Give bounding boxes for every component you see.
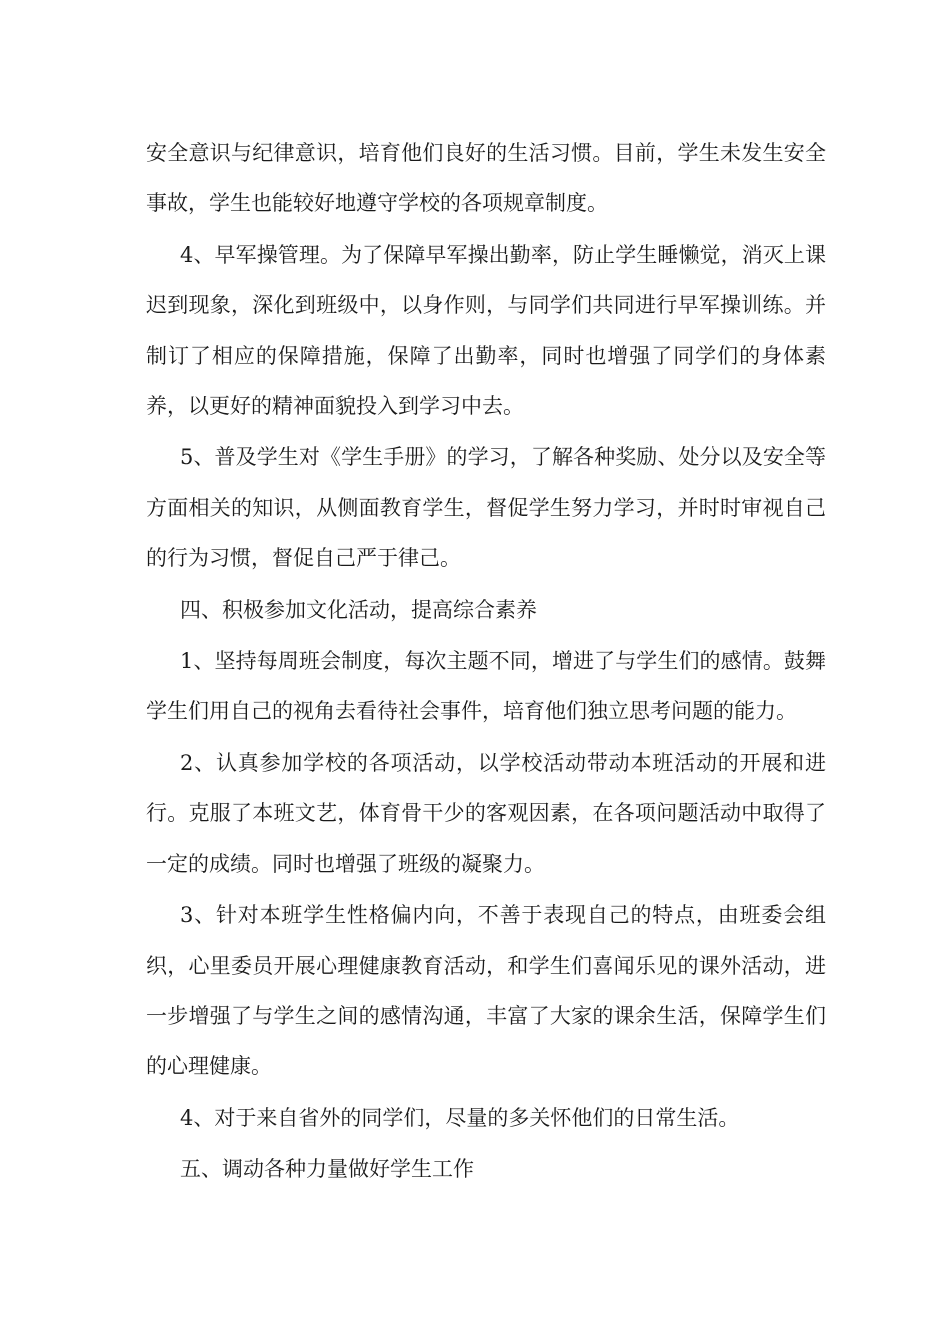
section-heading-4: 四、积极参加文化活动，提高综合素养 [180, 597, 537, 622]
paragraph-item-2-school-activities: 2、认真参加学校的各项活动，以学校活动带动本班活动的开展和进行。克服了本班文艺，体育骨干少的客观因素，在各项问题活动中取得了一定的成绩。同时也增强了班级的凝聚力。 [146, 750, 826, 876]
paragraph-item-5-student-handbook: 5、普及学生对《学生手册》的学习，了解各种奖励、处分以及安全等方面相关的知识，从侧面教育学生，督促学生努力学习，并时时审视自己的行为习惯，督促自己严于律己。 [146, 445, 826, 571]
paragraph-item-4-out-of-province: 4、对于来自省外的同学们，尽量的多关怀他们的日常生活。 [180, 1105, 740, 1130]
paragraph-item-4-morning-drill: 4、早军操管理。为了保障早军操出勤率，防止学生睡懒觉，消灭上课迟到现象，深化到班级中，以身作则，与同学们共同进行早军操训练。并制订了相应的保障措施，保障了出勤率，同时也增强了同学们的身体素养，以更好的精神面貌投入到学习中去。 [146, 242, 826, 419]
paragraph-continuation: 安全意识与纪律意识，培育他们良好的生活习惯。目前，学生未发生安全事故，学生也能较好地遵守学校的各项规章制度。 [146, 141, 826, 216]
section-heading-5: 五、调动各种力量做好学生工作 [180, 1157, 474, 1182]
paragraph-item-1-class-meeting: 1、坚持每周班会制度，每次主题不同，增进了与学生们的感情。鼓舞学生们用自己的视角去看待社会事件，培育他们独立思考问题的能力。 [146, 649, 826, 724]
paragraph-item-3-mental-health: 3、针对本班学生性格偏内向，不善于表现自己的特点，由班委会组织，心里委员开展心理健康教育活动，和学生们喜闻乐见的课外活动，进一步增强了与学生之间的感情沟通，丰富了大家的课余生活，保障学生们的心理健康。 [146, 903, 826, 1079]
document-body [146, 128, 826, 1196]
